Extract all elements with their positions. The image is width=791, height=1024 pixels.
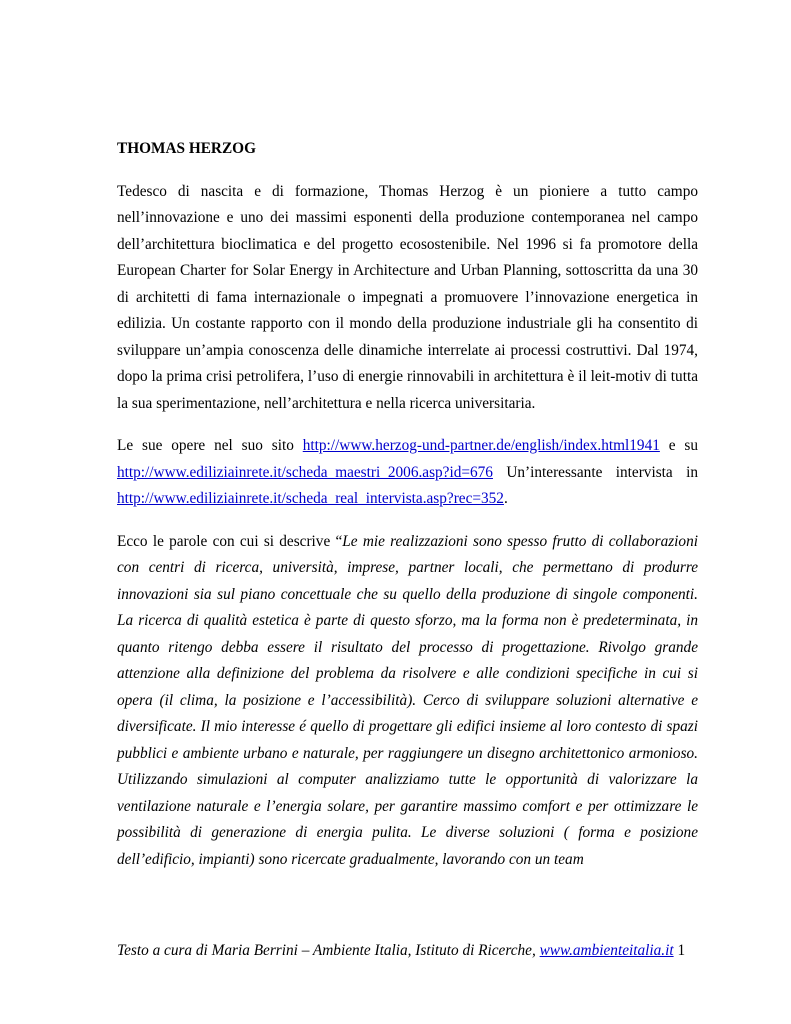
- ambienteitalia-link[interactable]: www.ambienteitalia.it: [539, 942, 674, 959]
- herzog-site-link[interactable]: http://www.herzog-und-partner.de/english/index.html1941: [302, 437, 660, 454]
- links-end: .: [503, 490, 508, 507]
- page-content: [117, 136, 698, 873]
- quote-paragraph: [117, 529, 698, 874]
- links-intro: Le sue opere nel suo sito: [117, 437, 303, 454]
- edilizia-maestri-link[interactable]: http://www.ediliziainrete.it/scheda_maestri_2006.asp?id=676: [117, 463, 493, 481]
- links-paragraph: [117, 433, 698, 513]
- page-number: 1: [677, 942, 686, 959]
- page-footer: [117, 941, 698, 961]
- quote-intro: Ecco le parole con cui si descrive “: [117, 532, 343, 550]
- links-middle-2: Un’interessante intervista in: [492, 463, 698, 481]
- document-title: THOMAS HERZOG: [117, 140, 256, 157]
- footer-text: Testo a cura di Maria Berrini – Ambiente Italia, Istituto di Ricerche,: [117, 942, 540, 959]
- edilizia-interview-link[interactable]: http://www.ediliziainrete.it/scheda_real_intervista.asp?rec=352: [117, 490, 504, 507]
- bio-paragraph: Tedesco di nascita e di formazione, Thomas Herzog è un pioniere a tutto campo nell’innovazione e uno dei massimi esponenti della produzione contemporanea nel campo dell’architettura bioclimatica e del progetto ecosostenibile. Nel 1996 si fa promotore della European Charter for Solar Energy in Architecture and Urban Planning, sottoscritta da una 30 di architetti di fama internazionale o impegnati a promuovere l’innovazione energetica in edilizia. Un costante rapporto con il mondo della produzione industriale gli ha consentito di sviluppare un’ampia conoscenza delle dinamiche interrelate ai processi costruttivi. Dal 1974, dopo la prima crisi petrolifera, l’uso di energie rinnovabili in architettura è il leit-motiv di tutta la sua sperimentazione, nell’architettura e nella ricerca universitaria.: [117, 182, 698, 412]
- quote-text: Le mie realizzazioni sono spesso frutto di collaborazioni con centri di ricerca, università, imprese, partner locali, che permettano di produrre innovazioni sia sul piano concettuale che su quello della produzione di singole componenti. La ricerca di qualità estetica è parte di questo sforzo, ma la forma non è predeterminata, in quanto ritengo debba essere il risultato del processo di progettazione. Rivolgo grande attenzione alla definizione del problema da risolvere e alle condizioni specifiche in cui si opera (il clima, la posizione e l’accessibilità). Cerco di sviluppare soluzioni alternative e diversificate. Il mio interesse é quello di progettare gli edifici insieme al loro contesto di spazi pubblici e ambiente urbano e naturale, per raggiungere un disegno architettonico armonioso. Utilizzando simulazioni al computer analizziamo tutte le opportunità di valorizzare la ventilazione naturale e l’energia solare, per garantire massimo comfort e per ottimizzare le possibilità di generazione di energia pulita. Le diverse soluzioni ( forma e posizione dell’edificio, impianti) sono ricercate gradualmente, lavorando con un team: [117, 532, 698, 868]
- links-middle-1: e su: [659, 437, 698, 454]
